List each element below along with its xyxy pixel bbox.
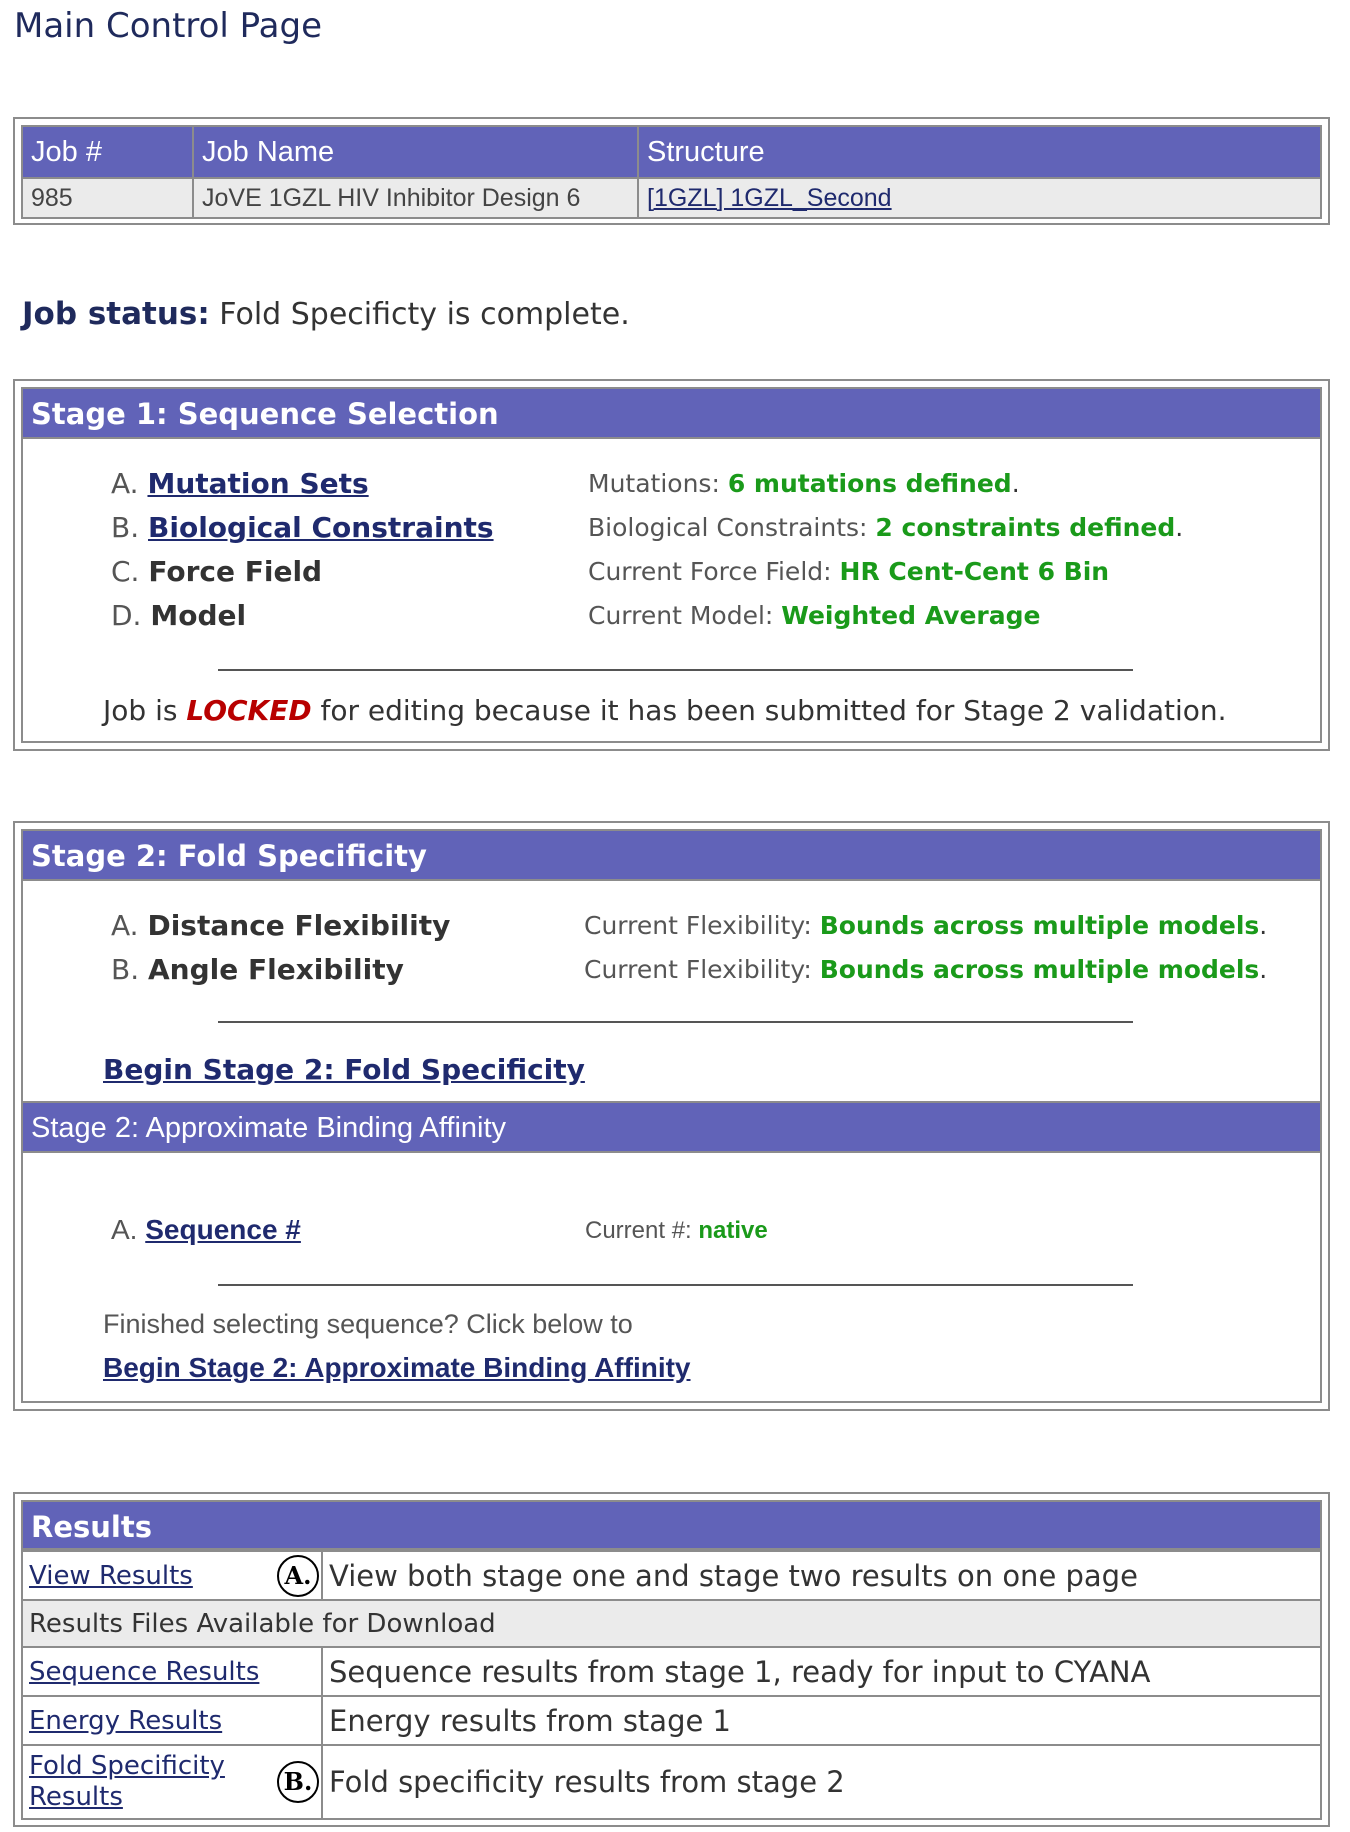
biological-constraints-link[interactable]: Biological Constraints — [148, 511, 494, 544]
angle-flexibility-label[interactable]: Angle Flexibility — [148, 953, 404, 986]
divider — [218, 669, 1133, 671]
locked-message — [103, 694, 1227, 727]
job-name-header: Job Name — [193, 126, 638, 178]
job-status — [22, 296, 630, 332]
job-table — [21, 125, 1322, 219]
results-table — [21, 1550, 1322, 1820]
model-info — [588, 601, 1040, 630]
info-suffix: . — [1259, 911, 1268, 940]
results-link-cell — [22, 1647, 322, 1696]
force-field-label[interactable]: Force Field — [148, 555, 323, 588]
energy-results-link[interactable]: Energy Results — [29, 1705, 223, 1736]
locked-word: LOCKED — [186, 694, 312, 727]
results-panel — [13, 1492, 1330, 1827]
info-suffix: . — [1011, 469, 1020, 498]
job-status-value: Fold Specificty is complete. — [219, 297, 630, 332]
distance-flexibility-label[interactable]: Distance Flexibility — [147, 909, 451, 942]
info-label: Biological Constraints: — [588, 513, 868, 542]
begin-binding-affinity-link[interactable]: Begin Stage 2: Approximate Binding Affinity — [103, 1352, 691, 1383]
info-label: Current #: — [585, 1217, 692, 1244]
stage1-item-c — [111, 555, 322, 588]
table-row — [22, 1600, 1321, 1647]
info-value: 6 mutations defined — [727, 469, 1012, 498]
stage1-item-d — [111, 599, 246, 632]
sequence-info — [585, 1217, 768, 1245]
results-header: Results — [21, 1500, 1322, 1550]
info-suffix: . — [1259, 955, 1268, 984]
item-letter: D. — [111, 599, 142, 632]
stage2-fold-header: Stage 2: Fold Specificity — [23, 831, 1320, 881]
marker-b-badge: B. — [277, 1761, 319, 1803]
page-title: Main Control Page — [14, 6, 322, 46]
divider — [218, 1021, 1133, 1023]
structure-link-cell — [638, 178, 1321, 218]
info-value: 2 constraints defined — [875, 513, 1176, 542]
sequence-number-link[interactable]: Sequence # — [145, 1214, 301, 1245]
item-letter: A. — [111, 909, 139, 942]
results-link-cell — [22, 1696, 322, 1745]
info-value: Weighted Average — [781, 601, 1041, 630]
results-description: View both stage one and stage two results on one page — [322, 1551, 1321, 1600]
begin-binding-row — [103, 1352, 691, 1384]
info-value: native — [698, 1217, 768, 1244]
results-description: Fold specificity results from stage 2 — [322, 1745, 1321, 1819]
constraints-info — [588, 513, 1183, 542]
table-row — [22, 1745, 1321, 1819]
info-value: HR Cent-Cent 6 Bin — [839, 557, 1110, 586]
sequence-results-link[interactable]: Sequence Results — [29, 1656, 260, 1687]
table-row — [22, 1696, 1321, 1745]
results-description: Energy results from stage 1 — [322, 1696, 1321, 1745]
item-letter: B. — [111, 953, 140, 986]
finished-text: Finished selecting sequence? Click below to — [103, 1309, 633, 1339]
model-label[interactable]: Model — [150, 599, 247, 632]
locked-prefix: Job is — [103, 694, 178, 727]
begin-fold-specificity-link[interactable]: Begin Stage 2: Fold Specificity — [103, 1053, 585, 1086]
marker-a-badge: A. — [277, 1555, 319, 1597]
download-subheader: Results Files Available for Download — [22, 1600, 1321, 1647]
item-letter: B. — [111, 511, 140, 544]
force-field-info — [588, 557, 1109, 586]
item-letter: C. — [111, 555, 140, 588]
sequence-item — [111, 1214, 301, 1246]
table-row — [22, 1647, 1321, 1696]
mutation-sets-link[interactable]: Mutation Sets — [147, 467, 369, 500]
item-letter: A. — [111, 467, 139, 500]
stage1-item-b — [111, 511, 494, 544]
structure-header: Structure — [638, 126, 1321, 178]
job-info-box — [13, 117, 1330, 225]
distance-flexibility-info — [584, 911, 1267, 940]
locked-suffix: for editing because it has been submitted for Stage 2 validation. — [320, 694, 1227, 727]
info-label: Current Flexibility: — [584, 911, 812, 940]
info-label: Mutations: — [588, 469, 720, 498]
stage2-item-a — [111, 909, 450, 942]
stage2-item-b — [111, 953, 404, 986]
stage1-item-a — [111, 467, 369, 500]
stage2-binding-header: Stage 2: Approximate Binding Affinity — [23, 1103, 1320, 1153]
info-value: Bounds across multiple models — [819, 911, 1260, 940]
job-name-value: JoVE 1GZL HIV Inhibitor Design 6 — [193, 178, 638, 218]
info-label: Current Force Field: — [588, 557, 832, 586]
job-status-label: Job status: — [22, 296, 210, 332]
divider — [218, 1284, 1133, 1286]
stage2-panel — [13, 821, 1330, 1411]
info-suffix: . — [1175, 513, 1184, 542]
stage1-header: Stage 1: Sequence Selection — [23, 389, 1320, 439]
angle-flexibility-info — [584, 955, 1267, 984]
job-number-header: Job # — [22, 126, 193, 178]
link-line1: Fold Specificity — [29, 1751, 225, 1781]
mutations-info — [588, 469, 1020, 498]
results-link-cell — [22, 1745, 322, 1819]
results-link-cell — [22, 1551, 322, 1600]
job-number-value: 985 — [22, 178, 193, 218]
structure-link[interactable]: [1GZL] 1GZL_Second — [647, 183, 892, 212]
info-value: Bounds across multiple models — [819, 955, 1260, 984]
fold-specificity-results-link[interactable] — [29, 1751, 225, 1812]
table-row — [22, 1551, 1321, 1600]
info-label: Current Model: — [588, 601, 774, 630]
stage1-panel — [13, 379, 1330, 751]
view-results-link[interactable]: View Results — [29, 1560, 193, 1591]
begin-fold-row — [103, 1053, 585, 1086]
item-letter: A. — [111, 1214, 138, 1245]
results-description: Sequence results from stage 1, ready for input to CYANA — [322, 1647, 1321, 1696]
info-label: Current Flexibility: — [584, 955, 812, 984]
link-line2: Results — [29, 1782, 123, 1812]
